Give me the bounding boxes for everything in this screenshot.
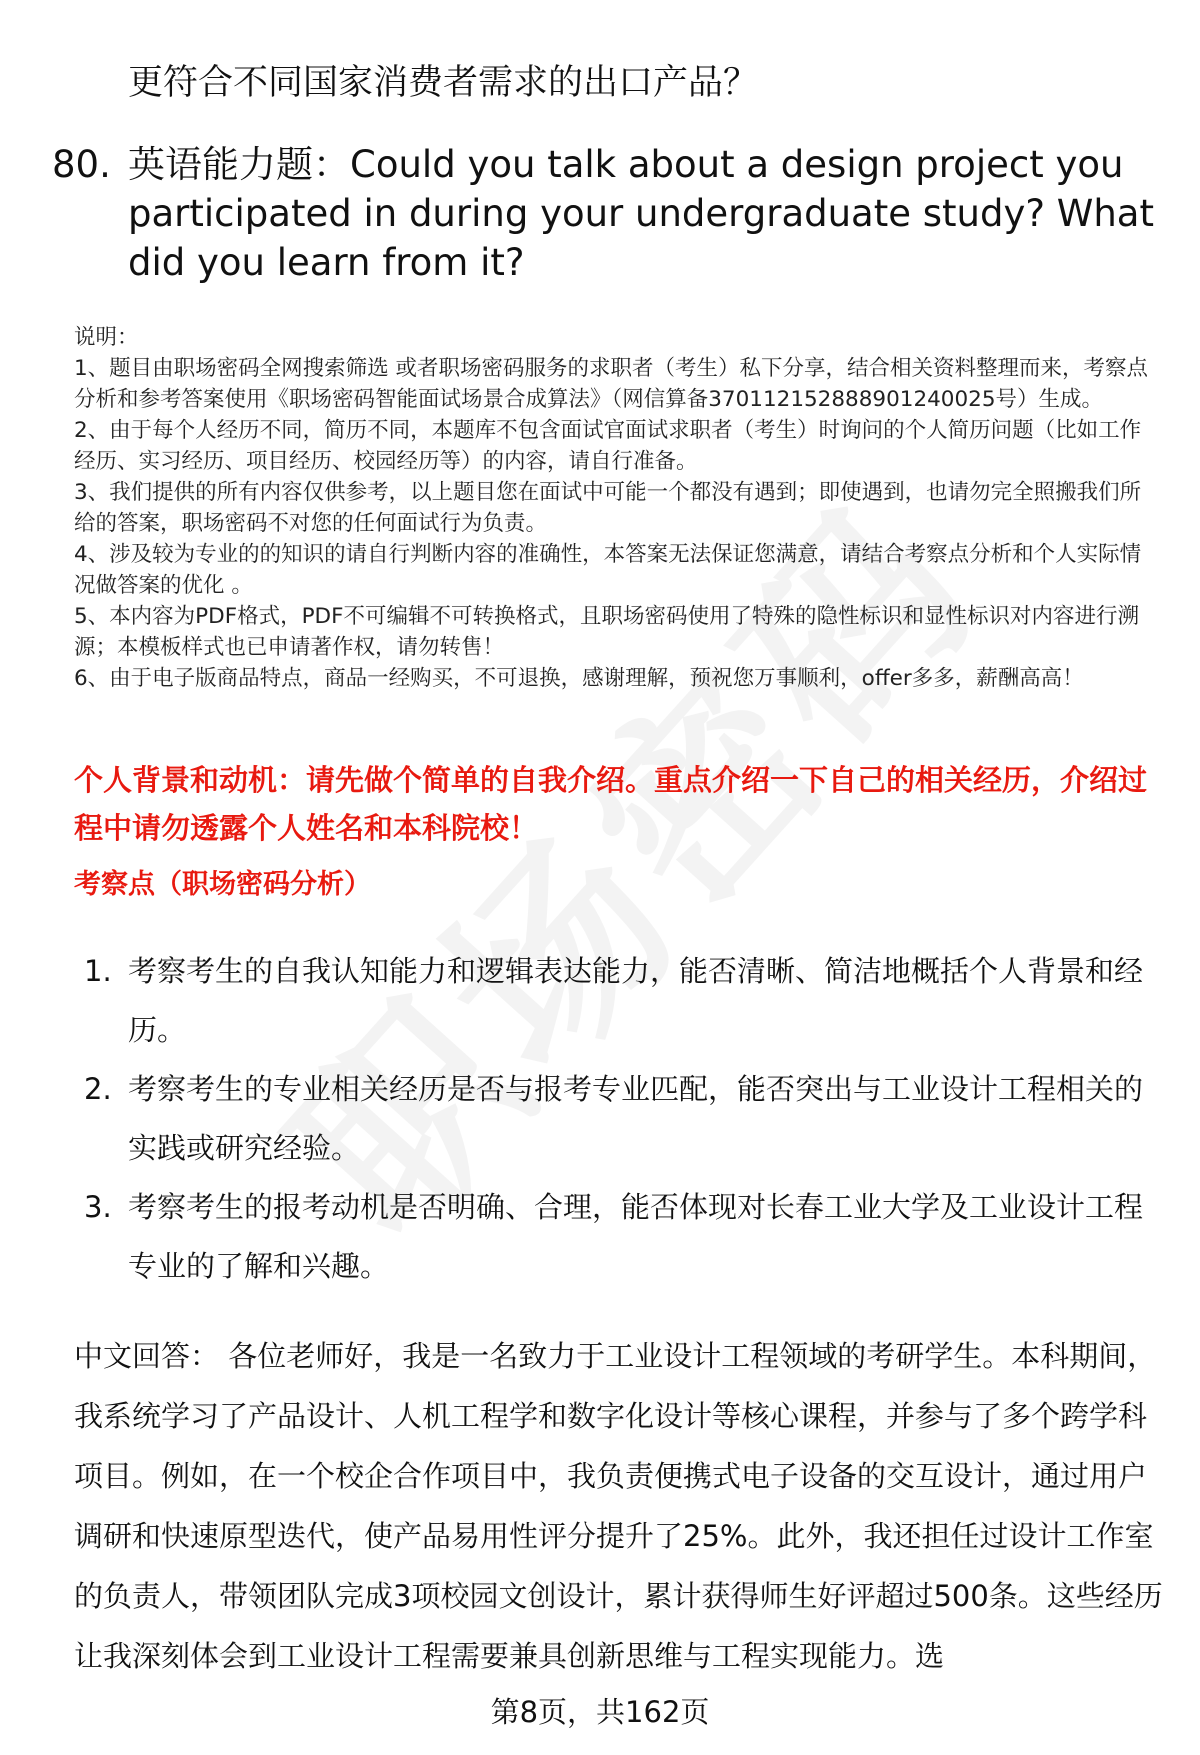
point-number: 2. (84, 1072, 112, 1106)
analysis-point (84, 1178, 1164, 1296)
note-item: 4、涉及较为专业的的知识的请自行判断内容的准确性，本答案无法保证您满意，请结合考察点分析和个人实际情况做答案的优化 。 (74, 542, 1142, 598)
question-number: 80. (52, 143, 111, 186)
note-item: 1、题目由职场密码全网搜索筛选 或者职场密码服务的求职者（考生）私下分享，结合相关资料整理而来，考察点分析和参考答案使用《职场密码智能面试场景合成算法》（网信算备370112152888901240025号）生成。 (74, 356, 1149, 412)
point-text: 考察考生的专业相关经历是否与报考专业匹配，能否突出与工业设计工程相关的实践或研究经验。 (128, 1072, 1144, 1165)
note-item: 3、我们提供的所有内容仅供参考，以上题目您在面试中可能一个都没有遇到；即使遇到，也请勿完全照搬我们所给的答案，职场密码不对您的任何面试行为负责。 (74, 480, 1142, 536)
note-item: 2、由于每个人经历不同，简历不同，本题库不包含面试官面试求职者（考生）时询问的个人简历问题（比如工作经历、实习经历、项目经历、校园经历等）的内容，请自行准备。 (74, 418, 1142, 474)
question-text: 英语能力题：Could you talk about a design project you participated in during your undergraduate study? What did you learn from it? (128, 143, 1154, 284)
page-footer: 第8页，共162页 (490, 1695, 710, 1729)
notes-title: 说明： (74, 325, 139, 350)
question-continuation: 更符合不同国家消费者需求的出口产品？ (128, 63, 759, 103)
analysis-point (84, 942, 1164, 1060)
point-text: 考察考生的报考动机是否明确、合理，能否体现对长春工业大学及工业设计工程专业的了解和兴趣。 (128, 1190, 1144, 1283)
note-item: 5、本内容为PDF格式，PDF不可编辑不可转换格式，且职场密码使用了特殊的隐性标识和显性标识对内容进行溯源；本模板样式也已申请著作权，请勿转售！ (74, 604, 1139, 660)
note-item: 6、由于电子版商品特点，商品一经购买，不可退换，感谢理解，预祝您万事顺利，offer多多，薪酬高高！ (74, 666, 1084, 691)
red-question: 个人背景和动机：请先做个简单的自我介绍。重点介绍一下自己的相关经历，介绍过程中请勿透露个人姓名和本科院校！ (74, 763, 1148, 845)
analysis-heading: 考察点（职场密码分析） (74, 869, 371, 900)
point-text: 考察考生的自我认知能力和逻辑表达能力，能否清晰、简洁地概括个人背景和经历。 (128, 954, 1144, 1047)
analysis-points (84, 942, 1164, 1296)
chinese-answer: 中文回答： 各位老师好，我是一名致力于工业设计工程领域的考研学生。本科期间，我系统学习了产品设计、人机工程学和数字化设计等核心课程，并参与了多个跨学科项目。例如，在一个校企合作项目中，我负责便携式电子设备的交互设计，通过用户调研和快速原型迭代，使产品易用性评分提升了25%。此外，我还担任过设计工作室的负责人，带领团队完成3项校园文创设计，累计获得师生好评超过500条。这些经历让我深刻体会到工业设计工程需要兼具创新思维与工程实现能力。选 (74, 1339, 1163, 1673)
analysis-point (84, 1060, 1164, 1178)
point-number: 1. (84, 954, 112, 988)
point-number: 3. (84, 1190, 112, 1224)
notes-section (74, 322, 1159, 694)
